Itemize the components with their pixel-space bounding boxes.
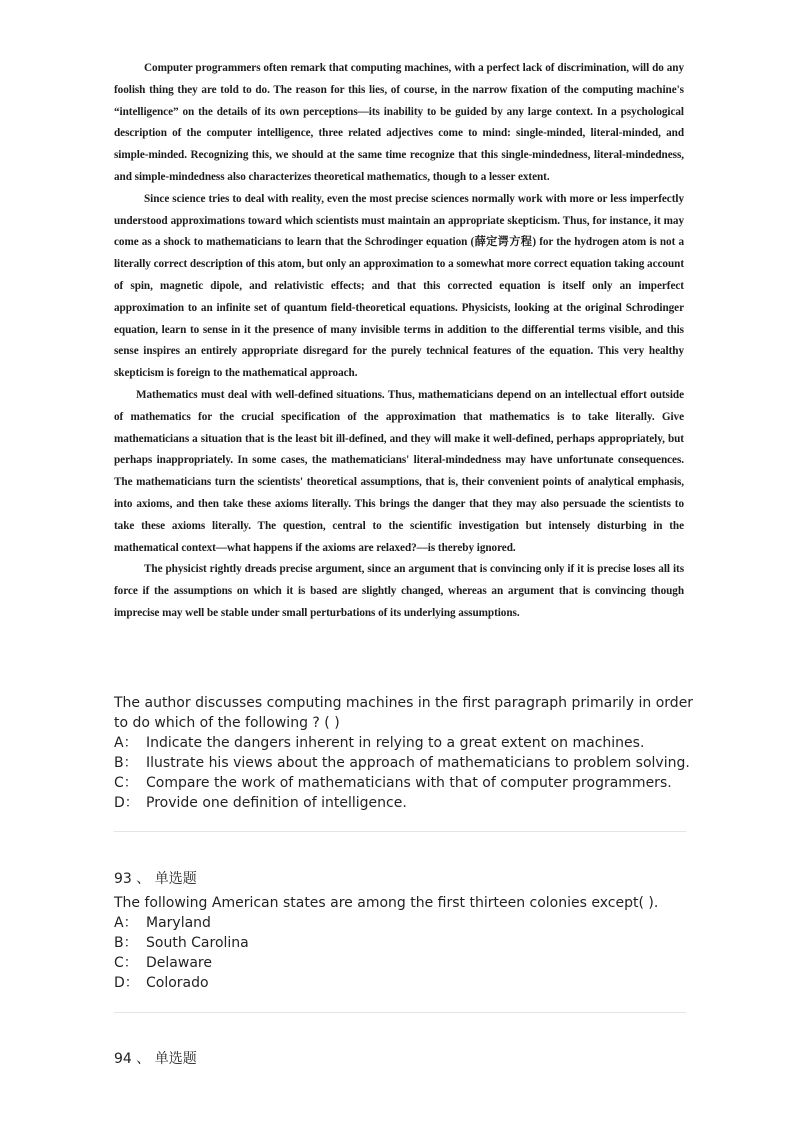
option-letter: D：: [114, 975, 139, 991]
option-letter: C：: [114, 775, 138, 791]
passage-paragraph-4: The physicist rightly dreads precise argument, since an argument that is convincing only if it is precise loses all its force if the assumptions on which it is based are slightly changed, whereas an argument that is convincing though imprecise may well be stable under small perturbations of its underlying assumptions.: [114, 563, 684, 619]
divider: [114, 831, 686, 832]
question-header-93: 93 、 单选题: [114, 871, 197, 887]
option-text: Provide one definition of intelligence.: [146, 795, 407, 811]
passage-image: [114, 58, 684, 688]
passage-paragraph-3: Mathematics must deal with well-defined situations. Thus, mathematicians depend on an intellectual effort outside of mathematics for the crucial specification of the approximation that mathematics is to take literally. Give mathematicians a situation that is the least bit ill-defined, and they will make it well-defined, perhaps appropriately, but perhaps inappropriately. In some cases, the mathematicians' literal-mindedness may have unfortunate consequences. The mathematicians turn the scientists' theoretical assumptions, that is, their convenient points of analytical emphasis, into axioms, and then take these axioms literally. This brings the danger that they may also persuade the scientists to take these axioms literally. The question, central to the scientific investigation but intensely disturbing in the mathematical context—what happens if the axioms are relaxed?—is thereby ignored.: [114, 388, 684, 554]
option-text: Colorado: [146, 975, 209, 991]
option-letter: A：: [114, 735, 138, 751]
option-text: Ilustrate his views about the approach of mathematicians to problem solving.: [146, 755, 690, 771]
option-b[interactable]: [114, 753, 694, 773]
passage-paragraph-2: Since science tries to deal with reality, even the most precise sciences normally work with more or less imperfectly understood approximations toward which scientists must maintain an appropriate skepticism. Thus, for instance, it may come as a shock to mathematicians to learn that the Schrodinger equation (薛定谔方程) for the hydrogen atom is not a literally correct description of this atom, but only an approximation to a somewhat more correct equation taking account of spin, magnetic dipole, and relativistic effects; and that this corrected equation is itself only an imperfect approximation to an infinite set of quantum field-theoretical equations. Physicists, looking at the original Schrodinger equation, learn to sense in it the presence of many invisible terms in addition to the differential terms visible, and this sense inspires an entirely appropriate disregard for the purely technical features of the equation. This very healthy skepticism is foreign to the mathematical approach.: [114, 192, 684, 380]
option-text: Delaware: [146, 955, 212, 971]
option-letter: B：: [114, 755, 138, 771]
option-b[interactable]: [114, 933, 694, 953]
option-letter: B：: [114, 935, 138, 951]
divider: [114, 1012, 686, 1013]
option-a[interactable]: [114, 913, 694, 933]
option-text: Maryland: [146, 915, 211, 931]
option-letter: A：: [114, 915, 138, 931]
option-d[interactable]: [114, 793, 694, 813]
question-options: [114, 733, 694, 813]
option-text: South Carolina: [146, 935, 249, 951]
option-letter: D：: [114, 795, 139, 811]
question-stem-93: The following American states are among the first thirteen colonies except( ).: [114, 895, 659, 911]
passage-paragraph-1: Computer programmers often remark that computing machines, with a perfect lack of discrimination, will do any foolish thing they are told to do. The reason for this lies, of course, in the narrow fixation of the computing machine's “intelligence” on the details of its own perceptions—its inability to be guided by any large context. In a psychological description of the computer intelligence, three related adjectives come to mind: single-minded, literal-minded, and simple-minded. Recognizing this, we should at the same time recognize that this single-mindedness, literal-mindedness, and simple-mindedness also characterizes theoretical mathematics, though to a lesser extent.: [114, 62, 684, 183]
question-options-93: [114, 913, 694, 993]
option-d[interactable]: [114, 973, 694, 993]
option-text: Indicate the dangers inherent in relying to a great extent on machines.: [146, 735, 645, 751]
option-c[interactable]: [114, 773, 694, 793]
question-header-94: 94 、 单选题: [114, 1051, 197, 1067]
question-stem: The author discusses computing machines in the first paragraph primarily in order to do which of the following ? ( ): [114, 695, 694, 731]
option-a[interactable]: [114, 733, 694, 753]
option-text: Compare the work of mathematicians with that of computer programmers.: [146, 775, 672, 791]
option-c[interactable]: [114, 953, 694, 973]
option-letter: C：: [114, 955, 138, 971]
